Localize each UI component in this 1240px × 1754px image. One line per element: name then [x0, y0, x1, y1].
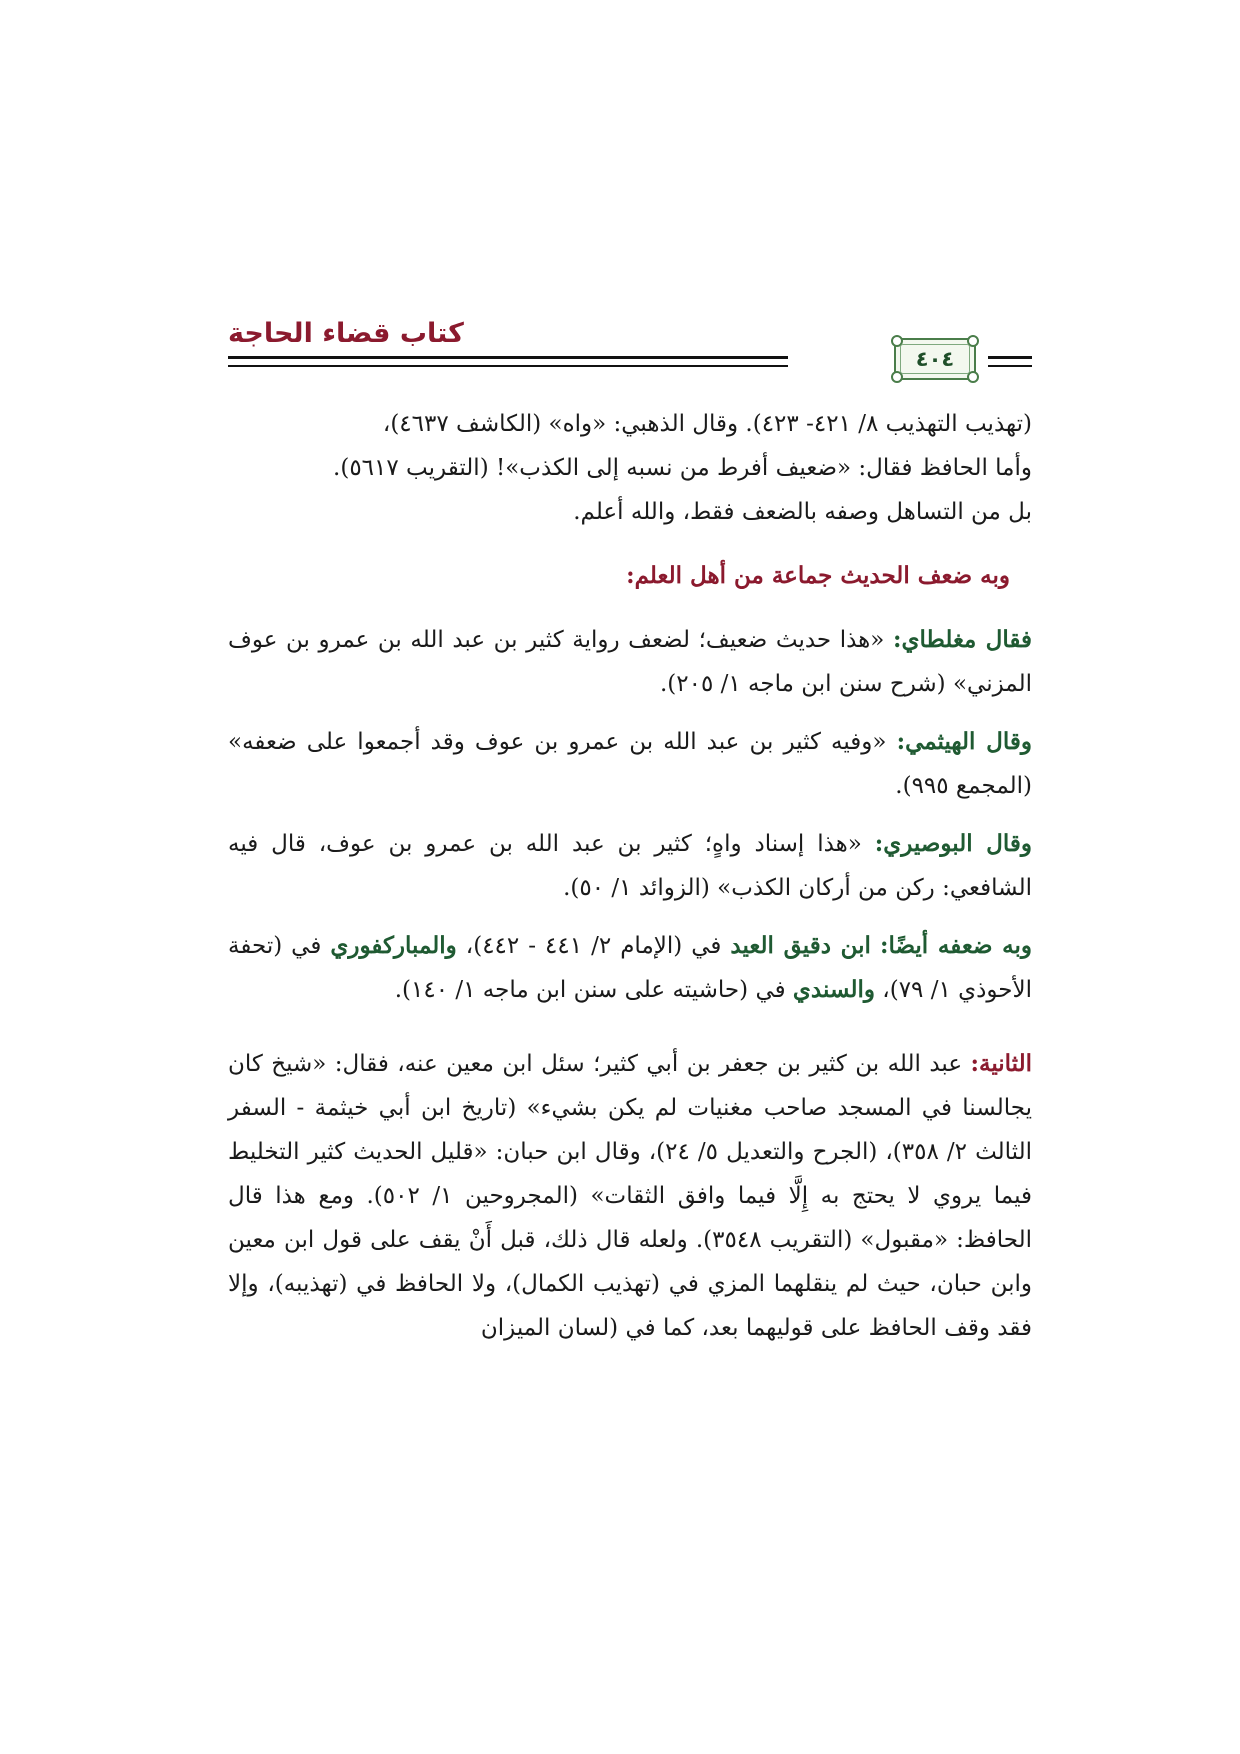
quote-text: «هذا إسناد واهٍ؛ كثير بن عبد الله بن عمرو بن عوف، قال فيه الشافعي: ركن من أركان الكذب» (الزوائد ١/ ٥٠).: [228, 831, 1032, 901]
footnote-line: (تهذيب التهذيب ٨/ ٤٢١- ٤٢٣). وقال الذهبي: «واه» (الكاشف ٤٦٣٧)،: [382, 411, 1032, 437]
footnote-line: بل من التساهل وصفه بالضعف فقط، والله أعلم.: [573, 499, 1032, 525]
header-rule-top: [228, 356, 788, 359]
header-rule-top-right: [988, 356, 1032, 359]
paragraph-mughaltai: [228, 618, 1032, 706]
citation-text: في (حاشيته على سنن ابن ماجه ١/ ١٤٠).: [394, 977, 786, 1003]
footnote-line: وأما الحافظ فقال: «ضعيف أفرط من نسبه إلى الكذب»! (التقريب ٥٦١٧).: [333, 455, 1032, 481]
section-heading: وبه ضعف الحديث جماعة من أهل العلم:: [626, 562, 1010, 589]
page-number-badge: [894, 338, 976, 380]
paragraph-busiri: [228, 822, 1032, 910]
scholar-label: فقال مغلطاي:: [892, 626, 1033, 653]
paragraph-text: عبد الله بن كثير بن جعفر بن أبي كثير؛ سئل ابن معين عنه، فقال: «شيخ كان يجالسنا في المسجد صاحب مغنيات لم يكن بشيء» (تاريخ ابن أبي خيثمة - السفر الثالث ٢/ ٣٥٨)، (الجرح والتعديل ٥/ ٢٤)، وقال ابن حبان: «قليل الحديث كثير التخليط فيما يروي لا يحتج به إِلَّا فيما وافق الثقات» (المجروحين ١/ ٥٠٢). ومع هذا قال الحافظ: «مقبول» (التقريب ٣٥٤٨). ولعله قال ذلك، قبل أَنْ يقف على قول ابن معين وابن حبان، حيث لم ينقلهما المزي في (تهذيب الكمال)، ولا الحافظ في (تهذيبه)، وإلا فقد وقف الحافظ على قوليهما بعد، كما في (لسان الميزان: [228, 1051, 1033, 1341]
page-header: [228, 318, 1032, 388]
header-rule-bottom: [228, 365, 788, 367]
paragraph-also: [228, 924, 1032, 1012]
quote-text: «وفيه كثير بن عبد الله بن عمرو بن عوف وقد أجمعوا على ضعفه» (المجمع ٩٩٥).: [228, 729, 1032, 799]
scholar-name: والمباركفوري: [330, 932, 457, 959]
scholar-label: وبه ضعفه أيضًا:: [879, 932, 1032, 959]
scholar-name: ابن دقيق العيد: [730, 932, 871, 959]
scholar-label: وقال الهيثمي:: [896, 728, 1033, 755]
book-title: كتاب قضاء الحاجة: [228, 318, 464, 349]
quote-text: «هذا حديث ضعيف؛ لضعف رواية كثير بن عبد الله بن عمرو بن عوف المزني» (شرح سنن ابن ماجه ١/ ٢٠٥).: [228, 627, 1032, 697]
page-number: ٤٠٤: [900, 344, 970, 374]
point-label: الثانية:: [970, 1050, 1033, 1077]
scholar-name: والسندي: [792, 976, 875, 1003]
citation-text: في (الإمام ٢/ ٤٤١ - ٤٤٢)،: [465, 933, 722, 959]
paragraph-haythami: [228, 720, 1032, 808]
page-body: [228, 402, 1032, 1350]
citation-text: في (تحفة الأحوذي ١/ ٧٩)،: [228, 933, 1032, 1003]
paragraph-second: [228, 1042, 1032, 1350]
scholar-label: وقال البوصيري:: [874, 830, 1032, 857]
header-rule-bottom-right: [988, 365, 1032, 367]
